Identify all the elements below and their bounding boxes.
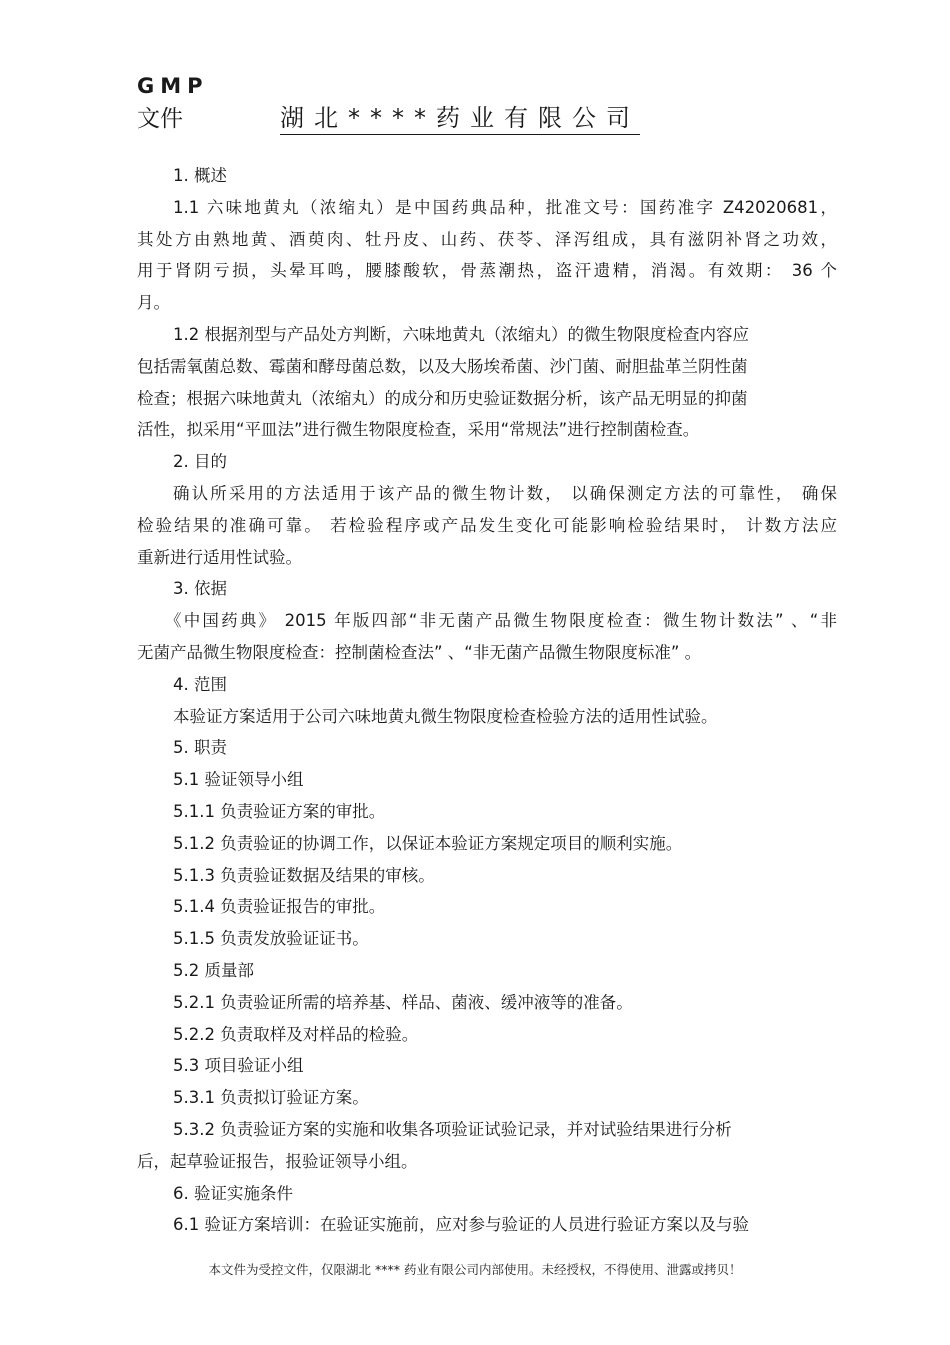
section-3-heading: 3. 依据 [173,579,227,599]
item-5-1-2: 5.1.2 负责验证的协调工作，以保证本验证方案规定项目的顺利实施。 [173,833,683,853]
document-body [137,160,837,1241]
section-4-heading: 4. 范围 [173,674,227,694]
item-5-3-2-line-2: 后，起草验证报告，报验证领导小组。 [137,1151,418,1171]
item-5-2-1: 5.2.1 负责验证所需的培养基、样品、菌液、缓冲液等的准备。 [173,992,633,1012]
item-5-1-4: 5.1.4 负责验证报告的审批。 [173,897,386,917]
section-1-heading: 1. 概述 [173,166,227,185]
item-5-1-5: 5.1.5 负责发放验证证书。 [173,929,369,949]
paragraph-1-1-line-4: 月。 [137,293,170,313]
gmp-label: GMP [137,74,209,98]
paragraph-1-2-line-4: 活性，拟采用“平皿法”进行微生物限度检查，采用“常规法”进行控制菌检查。 [137,420,700,440]
paragraph-1-2-line-1: 1.2 根据剂型与产品处方判断，六味地黄丸（浓缩丸）的微生物限度检查内容应 [173,324,749,344]
item-5-1: 5.1 验证领导小组 [173,770,304,790]
page-footer: 本文件为受控文件，仅限湖北 **** 药业有限公司内部使用。未经授权，不得使用、泄露或拷贝！ [208,1262,742,1277]
section-4-line-1: 本验证方案适用于公司六味地黄丸微生物限度检查检验方法的适用性试验。 [173,706,718,726]
paragraph-1-2-line-3: 检查；根据六味地黄丸（浓缩丸）的成分和历史验证数据分析，该产品无明显的抑菌 [137,388,748,408]
section-2-heading: 2. 目的 [173,452,227,472]
item-5-3-2-line-1: 5.3.2 负责验证方案的实施和收集各项验证试验记录，并对试验结果进行分析 [173,1119,732,1139]
paragraph-1-1-line-2: 其处方由熟地黄、酒萸肉、牡丹皮、山药、茯苓、泽泻组成，具有滋阴补肾之功效， [137,229,837,249]
item-5-3: 5.3 项目验证小组 [173,1056,304,1076]
item-5-2: 5.2 质量部 [173,960,254,980]
paragraph-1-1-line-3: 用于肾阴亏损，头晕耳鸣，腰膝酸软，骨蒸潮热，盗汗遗精，消渴。有效期： 36 个 [137,261,837,281]
item-5-1-1: 5.1.1 负责验证方案的审批。 [173,801,386,821]
section-2-line-3: 重新进行适用性试验。 [137,547,302,567]
section-3-line-1: 《中国药典》 2015 年版四部“非无菌产品微生物限度检查：微生物计数法” 、“非 [165,611,837,631]
item-5-1-3: 5.1.3 负责验证数据及结果的审核。 [173,865,435,885]
item-5-2-2: 5.2.2 负责取样及对样品的检验。 [173,1024,419,1044]
company-name: 湖北****药业有限公司 [280,98,640,135]
item-5-3-1: 5.3.1 负责拟订验证方案。 [173,1088,369,1108]
section-6-heading: 6. 验证实施条件 [173,1183,293,1203]
item-6-1-line-1: 6.1 验证方案培训：在验证实施前，应对参与验证的人员进行验证方案以及与验 [173,1215,749,1235]
section-3-line-2: 无菌产品微生物限度检查：控制菌检查法” 、“非无菌产品微生物限度标准” 。 [137,642,702,662]
paragraph-1-1-line-1: 1.1 六味地黄丸（浓缩丸）是中国药典品种，批准文号：国药准字 Z42020681， [173,197,837,217]
section-2-line-2: 检验结果的准确可靠。 若检验程序或产品发生变化可能影响检验结果时， 计数方法应 [137,515,837,535]
document-label: 文件 [137,106,183,132]
section-2-line-1: 确认所采用的方法适用于该产品的微生物计数， 以确保测定方法的可靠性， 确保 [173,483,837,503]
paragraph-1-2-line-2: 包括需氧菌总数、霉菌和酵母菌总数，以及大肠埃希菌、沙门菌、耐胆盐革兰阴性菌 [137,356,748,376]
section-5-heading: 5. 职责 [173,738,227,758]
